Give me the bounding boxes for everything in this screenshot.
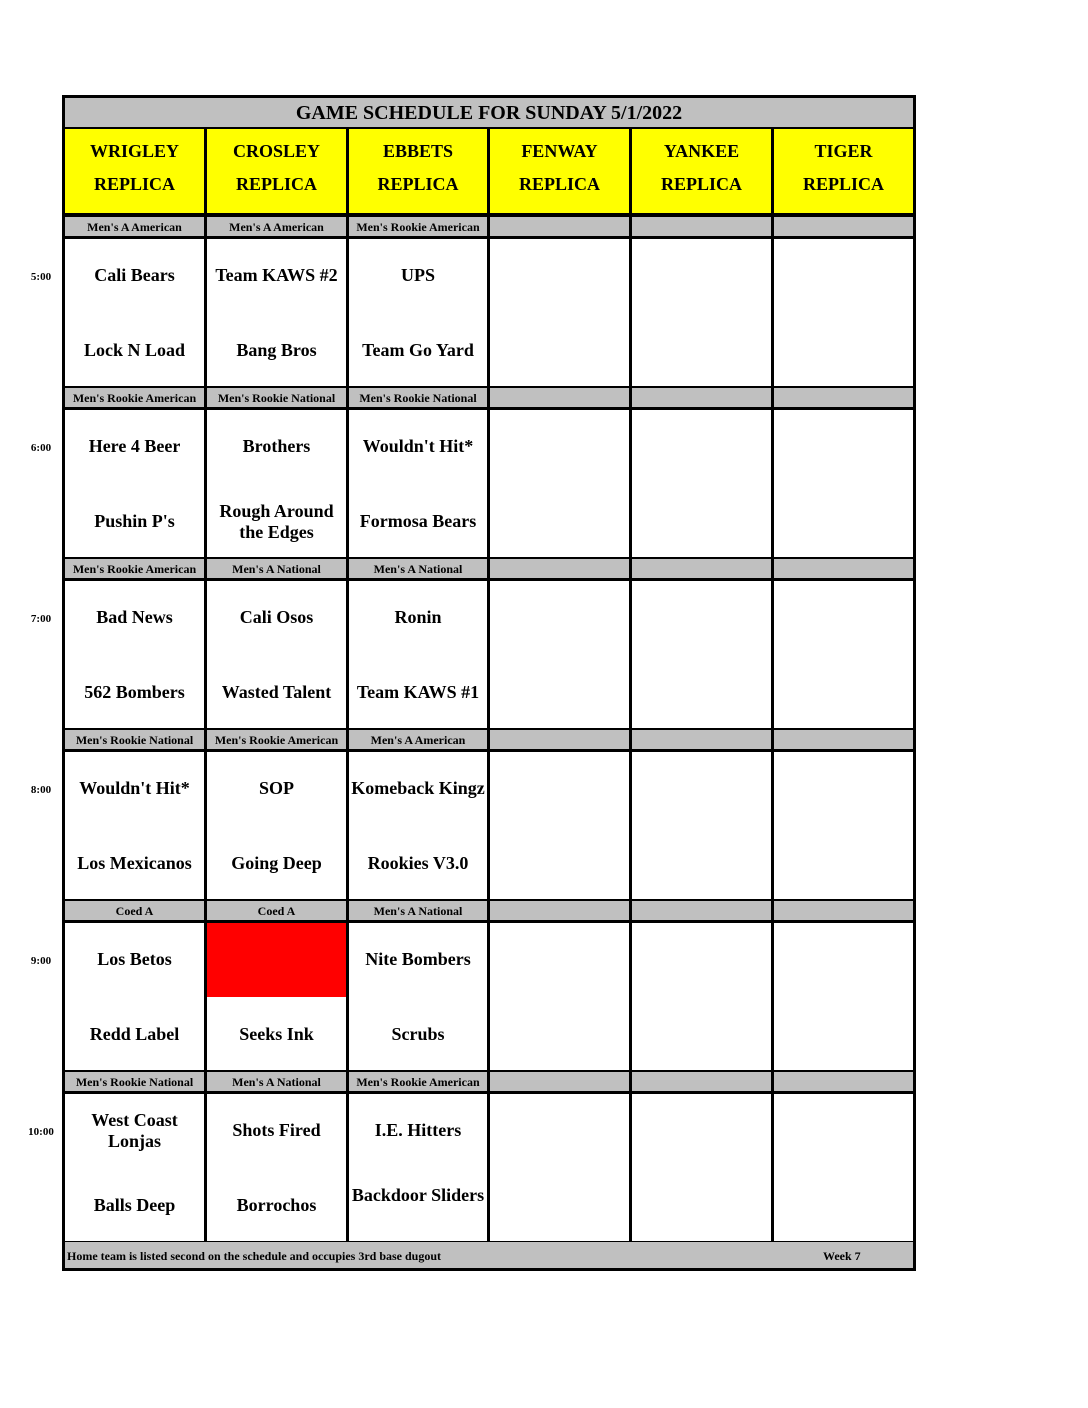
field-name: YANKEE — [663, 141, 740, 161]
schedule-table — [62, 95, 916, 1271]
division-label — [632, 1072, 774, 1091]
game-row — [65, 1094, 913, 1244]
division-label: Men's Rookie American — [65, 559, 207, 578]
division-label — [774, 901, 913, 920]
division-label — [632, 217, 774, 236]
field-header-fenway — [490, 129, 632, 213]
away-team: Wouldn't Hit* — [362, 436, 474, 456]
away-team: Ronin — [394, 607, 442, 627]
division-label: Men's A American — [65, 217, 207, 236]
division-label — [490, 901, 632, 920]
game-cell — [774, 1094, 913, 1241]
division-label — [774, 388, 913, 407]
game-cell — [65, 923, 207, 1070]
away-team: Nite Bombers — [365, 949, 471, 969]
game-cell — [632, 1094, 774, 1241]
division-label: Men's Rookie American — [349, 1072, 490, 1091]
away-team: Komeback Kingz — [351, 778, 485, 798]
highlight-block — [207, 923, 346, 997]
game-cell — [349, 923, 490, 1070]
home-team: Team Go Yard — [362, 340, 474, 360]
game-cell — [65, 239, 207, 386]
field-subtitle: REPLICA — [377, 174, 459, 194]
game-cell — [65, 410, 207, 557]
field-subtitle: REPLICA — [235, 174, 317, 194]
away-team: Cali Osos — [239, 607, 314, 627]
home-team: Scrubs — [391, 1024, 445, 1044]
field-name: CROSLEY — [232, 141, 321, 161]
game-cell — [349, 239, 490, 386]
field-subtitle: REPLICA — [518, 174, 600, 194]
field-name: WRIGLEY — [89, 141, 179, 161]
time-label: 7:00 — [30, 613, 52, 625]
game-row — [65, 239, 913, 389]
field-subtitle: REPLICA — [93, 174, 175, 194]
division-label — [774, 1072, 913, 1091]
game-cell — [490, 1094, 632, 1241]
division-label: Men's Rookie American — [349, 217, 490, 236]
home-team: Redd Label — [89, 1024, 180, 1044]
field-name: TIGER — [814, 141, 873, 161]
game-cell — [490, 410, 632, 557]
away-team: Bad News — [96, 607, 173, 627]
away-team: Los Betos — [97, 949, 172, 969]
home-team: Borrochos — [236, 1195, 317, 1215]
away-team: Here 4 Beer — [88, 436, 181, 456]
division-row — [65, 730, 913, 752]
division-label — [774, 217, 913, 236]
home-team: Wasted Talent — [221, 682, 332, 702]
division-label: Coed A — [207, 901, 349, 920]
game-cell — [632, 410, 774, 557]
division-label — [490, 217, 632, 236]
away-team: SOP — [258, 778, 294, 798]
game-cell — [349, 752, 490, 899]
division-label — [490, 730, 632, 749]
time-label: 8:00 — [30, 784, 52, 796]
game-cell — [65, 752, 207, 899]
game-cell — [774, 239, 913, 386]
home-team: Bang Bros — [236, 340, 317, 360]
game-cell — [632, 923, 774, 1070]
home-team: 562 Bombers — [84, 682, 185, 702]
field-header-wrigley — [65, 129, 207, 213]
footer-row — [65, 1242, 913, 1268]
game-cell — [207, 923, 349, 1070]
away-team: Cali Bears — [94, 265, 175, 285]
division-label: Men's Rookie National — [349, 388, 490, 407]
game-cell — [207, 410, 349, 557]
game-row — [65, 410, 913, 560]
schedule-title: GAME SCHEDULE FOR SUNDAY 5/1/2022 — [65, 98, 913, 129]
time-label: 10:00 — [28, 1126, 54, 1138]
away-team: Wouldn't Hit* — [79, 778, 190, 798]
away-team: UPS — [400, 265, 435, 285]
field-header-yankee — [632, 129, 774, 213]
game-cell — [774, 410, 913, 557]
time-label: 5:00 — [30, 271, 52, 283]
home-team: Pushin P's — [94, 511, 175, 531]
division-label — [632, 901, 774, 920]
division-row — [65, 559, 913, 581]
home-team: Formosa Bears — [359, 511, 477, 531]
game-row — [65, 923, 913, 1073]
footer-note: Home team is listed second on the schedule and occupies 3rd base dugout — [67, 1249, 442, 1263]
division-label — [490, 559, 632, 578]
field-name: FENWAY — [521, 141, 598, 161]
home-team: Los Mexicanos — [77, 853, 192, 873]
division-label: Men's Rookie American — [207, 730, 349, 749]
division-label — [490, 1072, 632, 1091]
field-name: EBBETS — [382, 141, 454, 161]
game-cell — [774, 923, 913, 1070]
division-label — [774, 559, 913, 578]
game-cell — [632, 581, 774, 728]
away-team: Team KAWS #2 — [215, 265, 338, 285]
game-cell — [207, 752, 349, 899]
time-label: 9:00 — [30, 955, 52, 967]
home-team: Lock N Load — [83, 340, 186, 360]
game-cell — [65, 1094, 207, 1241]
division-label: Men's Rookie National — [65, 1072, 207, 1091]
game-cell — [349, 410, 490, 557]
away-team: West Coast Lonjas — [91, 1110, 178, 1151]
home-team: Balls Deep — [93, 1195, 176, 1215]
away-team: Shots Fired — [232, 1120, 321, 1140]
division-label: Coed A — [65, 901, 207, 920]
division-row — [65, 217, 913, 239]
field-header-crosley — [207, 129, 349, 213]
home-team: Going Deep — [231, 853, 322, 873]
home-team: Team KAWS #1 — [356, 682, 480, 702]
game-cell — [774, 581, 913, 728]
division-label: Men's Rookie National — [207, 388, 349, 407]
home-team: Rookies V3.0 — [367, 853, 469, 873]
division-label — [632, 730, 774, 749]
division-row — [65, 1072, 913, 1094]
home-team: Rough Around the Edges — [219, 501, 334, 542]
division-label — [490, 388, 632, 407]
game-cell — [632, 239, 774, 386]
division-label: Men's A National — [207, 1072, 349, 1091]
game-cell — [207, 581, 349, 728]
game-cell — [490, 923, 632, 1070]
division-label: Men's A National — [349, 901, 490, 920]
home-team: Seeks Ink — [239, 1024, 314, 1044]
game-cell — [490, 581, 632, 728]
game-cell — [349, 581, 490, 728]
division-label: Men's Rookie American — [65, 388, 207, 407]
time-label: 6:00 — [30, 442, 52, 454]
away-team: Brothers — [242, 436, 311, 456]
division-label — [774, 730, 913, 749]
division-label: Men's A American — [207, 217, 349, 236]
field-subtitle: REPLICA — [802, 174, 884, 194]
game-row — [65, 581, 913, 731]
division-label — [632, 388, 774, 407]
game-cell — [349, 1094, 490, 1241]
game-cell — [65, 581, 207, 728]
week-label: Week 7 — [823, 1249, 861, 1263]
division-label: Men's A National — [207, 559, 349, 578]
division-label — [632, 559, 774, 578]
field-header-tiger — [774, 129, 913, 213]
division-label: Men's A National — [349, 559, 490, 578]
away-team: I.E. Hitters — [374, 1120, 462, 1140]
division-row — [65, 901, 913, 923]
division-label: Men's Rookie National — [65, 730, 207, 749]
division-row — [65, 388, 913, 410]
game-cell — [774, 752, 913, 899]
field-subtitle: REPLICA — [660, 174, 742, 194]
game-row — [65, 752, 913, 902]
game-cell — [207, 239, 349, 386]
game-cell — [490, 239, 632, 386]
game-cell — [207, 1094, 349, 1241]
game-cell — [632, 752, 774, 899]
division-label: Men's A American — [349, 730, 490, 749]
field-header-ebbets — [349, 129, 490, 213]
game-cell — [490, 752, 632, 899]
home-team: Backdoor Sliders — [351, 1185, 485, 1205]
